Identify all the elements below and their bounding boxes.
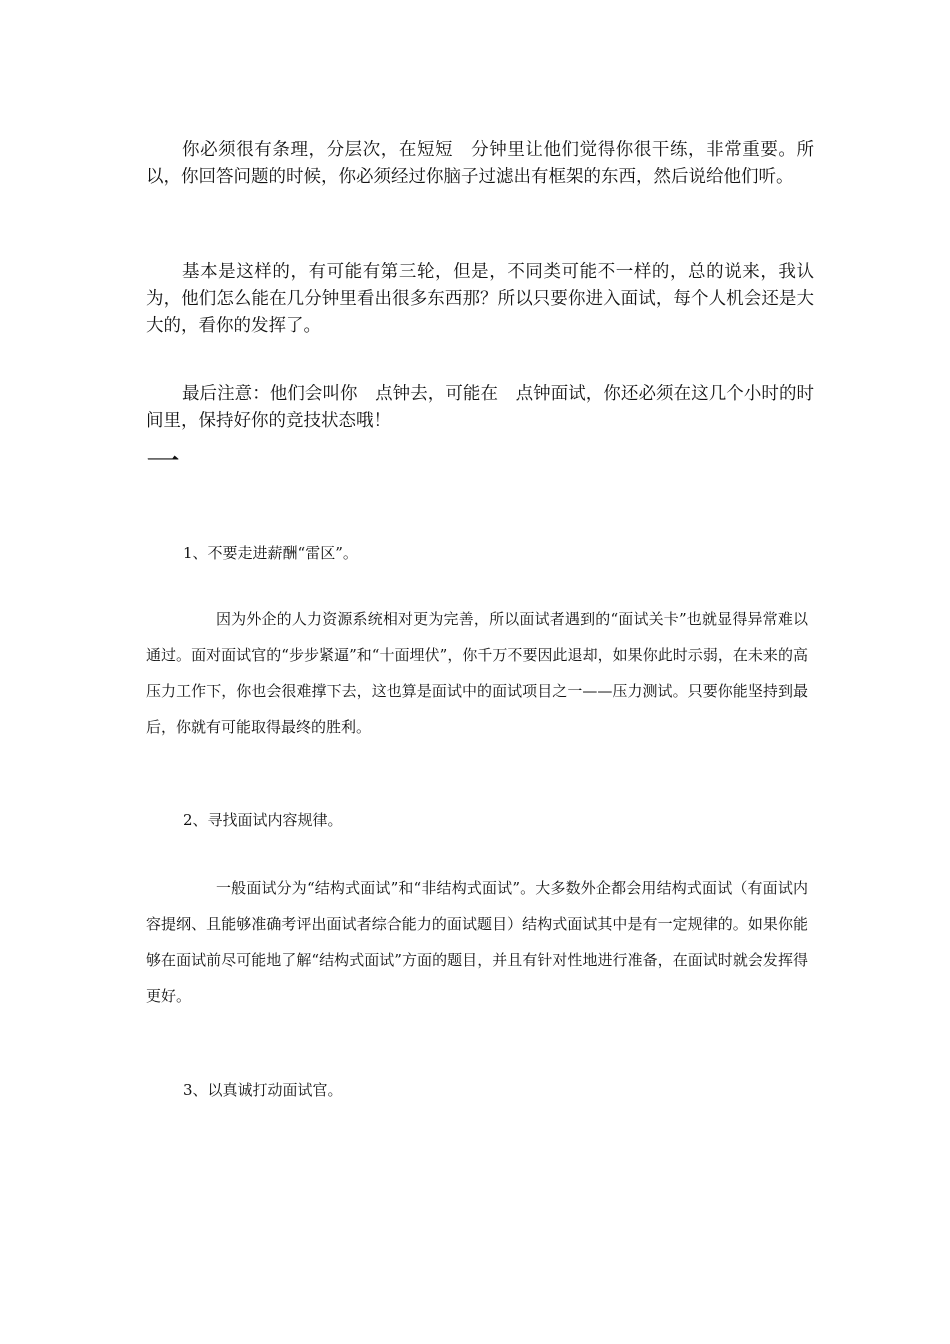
paragraph-interview-rounds: 基本是这样的，有可能有第三轮，但是，不同类可能不一样的，总的说来，我认为，他们怎么能在几分钟里看出很多东西那？所以只要你进入面试，每个人机会还是大大的，看你的发挥了。 bbox=[146, 262, 814, 336]
section-marker: 一 bbox=[146, 442, 178, 482]
item-heading-salary: 1、不要走进薪酬“雷区”。 bbox=[183, 544, 358, 562]
item-body-salary: 因为外企的人力资源系统相对更为完善，所以面试者遇到的“面试关卡”也就显得异常难以通过。面对面试官的“步步紧逼”和“十面埋伏”，你千万不要因此退却，如果你此时示弱，在未来的高压力工作下，你也会很难撑下去，这也算是面试中的面试项目之一——压力测试。只要你能坚持到最后，你就有可能取得最终的胜利。 bbox=[146, 610, 808, 736]
paragraph-organized-answer: 你必须很有条理，分层次，在短短 分钟里让他们觉得你很干练，非常重要。所以，你回答问题的时候，你必须经过你脑子过滤出有框架的东西，然后说给他们听。 bbox=[146, 140, 814, 187]
item-heading-patterns: 2、寻找面试内容规律。 bbox=[183, 811, 343, 829]
paragraph-final-note: 最后注意：他们会叫你 点钟去，可能在 点钟面试，你还必须在这几个小时的时间里，保持好你的竞技状态哦！ bbox=[146, 384, 814, 431]
item-body-patterns: 一般面试分为“结构式面试”和“非结构式面试”。大多数外企都会用结构式面试（有面试内容提纲、且能够准确考评出面试者综合能力的面试题目）结构式面试其中是有一定规律的。如果你能够在面试前尽可能地了解“结构式面试”方面的题目，并且有针对性地进行准备，在面试时就会发挥得更好。 bbox=[146, 879, 808, 1005]
item-heading-sincerity: 3、以真诚打动面试官。 bbox=[183, 1081, 343, 1099]
